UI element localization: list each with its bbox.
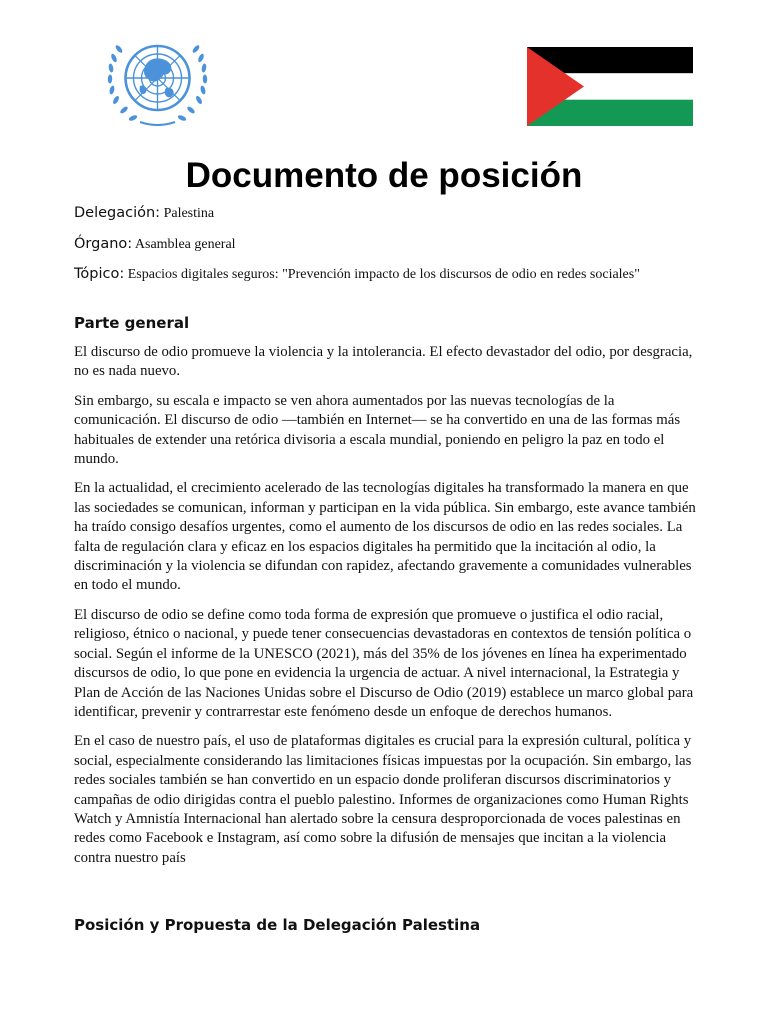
delegation-label: Delegación: (74, 205, 161, 221)
topic-value: Espacios digitales seguros: "Prevención impacto de los discursos de odio en redes sociales" (127, 267, 640, 282)
position-section-heading: Posición y Propuesta de la Delegación Palestina (74, 916, 481, 934)
un-emblem-icon (100, 34, 215, 128)
body-text (74, 343, 699, 878)
paragraph: Sin embargo, su escala e impacto se ven ahora aumentados por las nuevas tecnologías de la comunicación. El discurso de odio —también en Internet— se ha convertido en una de las formas más habituales de extender una retórica divisoria a escala mundial, poniendo en peligro la paz en todo el mundo. (74, 392, 681, 468)
organ-value: Asamblea general (134, 237, 236, 252)
topic-line (74, 264, 694, 285)
general-section-heading: Parte general (74, 314, 190, 332)
organ-label: Órgano: (74, 236, 133, 252)
organ-line (74, 234, 694, 255)
page-title: Documento de posición (185, 156, 583, 195)
delegation-value: Palestina (163, 206, 215, 221)
palestine-flag-icon (527, 47, 693, 126)
paragraph: El discurso de odio se define como toda forma de expresión que promueve o justifica el odio racial, religioso, étnico o nacional, y puede tener consecuencias devastadoras en contextos de tensión política o social. Según el informe de la UNESCO (2021), más del 35% de los jóvenes en línea ha experimentado discursos de odio, lo que pone en evidencia la urgencia de actuar. A nivel internacional, la Estrategia y Plan de Acción de las Naciones Unidas sobre el Discurso de Odio (2019) establece un marco global para identificar, prevenir y contrarrestar este fenómeno desde un enfoque de derechos humanos. (74, 606, 694, 720)
delegation-line (74, 203, 694, 224)
paragraph: En la actualidad, el crecimiento acelerado de las tecnologías digitales ha transformado la manera en que las sociedades se comunican, informan y participan en la vida pública. Sin embargo, este avance también ha traído consigo desafíos urgentes, como el aumento de los discursos de odio en las redes sociales. La falta de regulación clara y eficaz en los espacios digitales ha permitido que la incitación al odio, la discriminación y la violencia se difundan con rapidez, afectando gravemente a comunidades vulnerables en todo el mundo. (74, 480, 696, 594)
paragraph: El discurso de odio promueve la violencia y la intolerancia. El efecto devastador del odio, por desgracia, no es nada nuevo. (74, 344, 693, 380)
topic-label: Tópico: (74, 266, 125, 282)
paragraph: En el caso de nuestro país, el uso de plataformas digitales es crucial para la expresión cultural, política y social, especialmente considerando las limitaciones físicas impuestas por la ocupación. Sin embargo, las redes sociales también se han convertido en un espacio donde proliferan discursos discriminatorios y campañas de odio dirigidas contra el pueblo palestino. Informes de organizaciones como Human Rights Watch y Amnistía Internacional han alertado sobre la censura desproporcionada de voces palestinas en redes como Facebook e Instagram, así como sobre la difusión de mensajes que incitan a la violencia contra nuestro país (74, 733, 692, 866)
